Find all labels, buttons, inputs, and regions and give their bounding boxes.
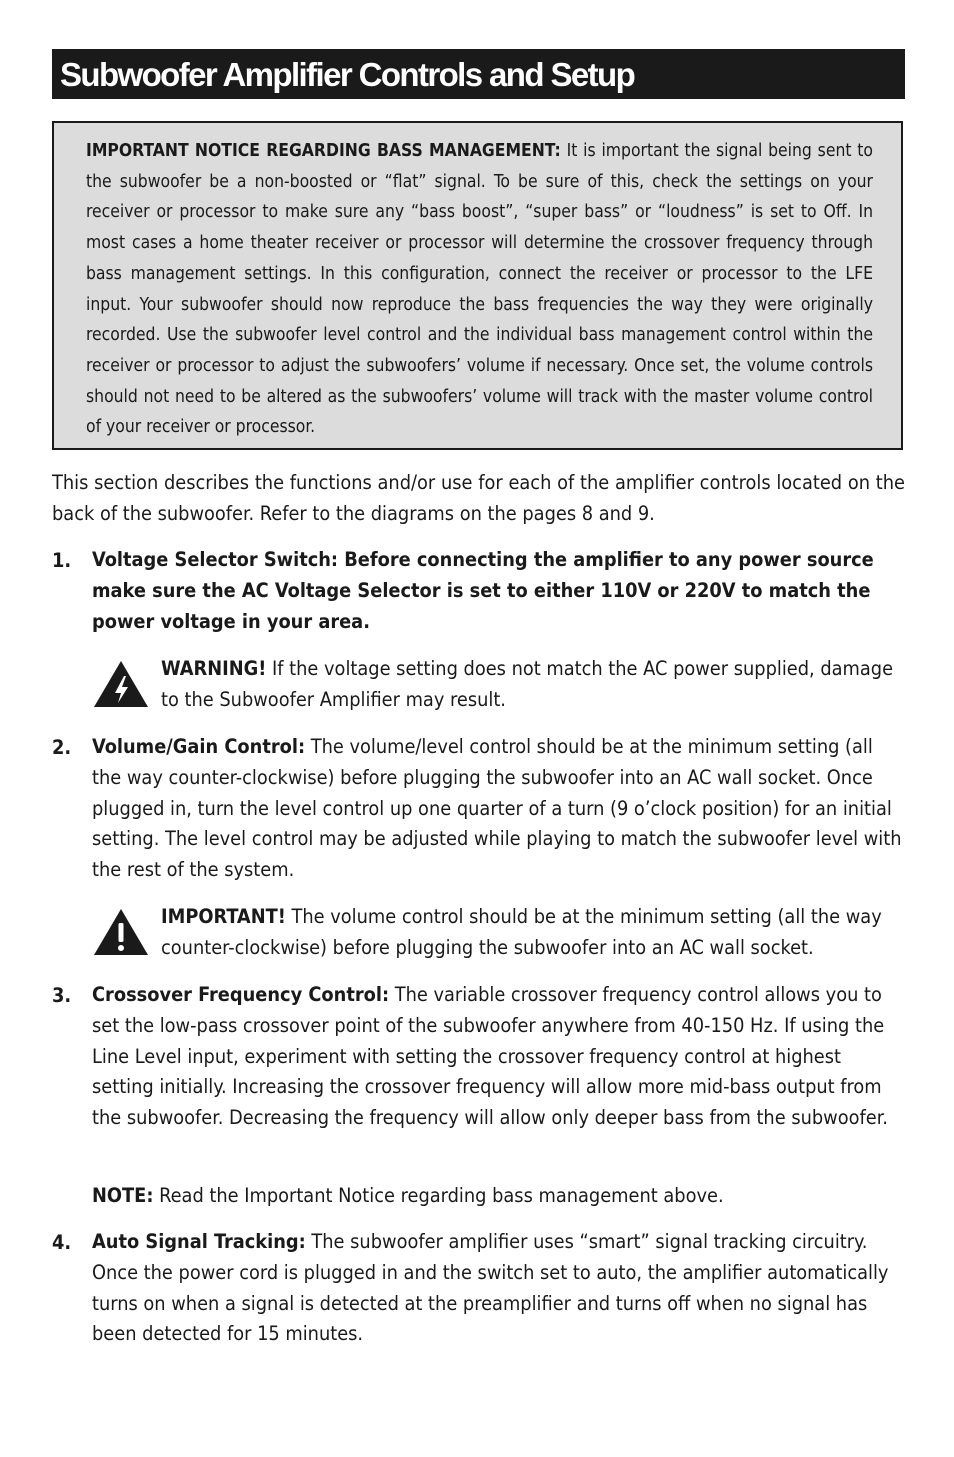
item-heading: Auto Signal Tracking:: [92, 1230, 306, 1253]
item-body: [92, 732, 905, 886]
item-heading: Volume/Gain Control:: [92, 735, 306, 758]
warning-message: If the voltage setting does not match the AC power supplied, damage to the Subwoofer Amplifier may result.: [161, 657, 894, 711]
bass-management-notice: [52, 121, 903, 450]
electric-shock-warning-icon: [93, 660, 149, 708]
page-title: Subwoofer Amplifier Controls and Setup: [60, 56, 635, 93]
item-number: 4.: [52, 1231, 72, 1254]
item-body: [92, 980, 905, 1134]
note-paragraph: [92, 1180, 905, 1211]
item-body: [92, 1227, 905, 1350]
exclamation-warning-icon: [93, 908, 149, 956]
notice-text: It is important the signal being sent to the subwoofer be a non-boosted or “flat” signal. To be sure of this, check the settings on your receiver or processor to make sure any “bass boost”, “super bass” or “loudness” is set to Off. In most cases a home theater receiver or processor will determine the crossover frequency through bass management settings. In this configuration, connect the receiver or processor to the LFE input. Your subwoofer should now reproduce the bass frequencies the way they were originally recorded. Use the subwoofer level control and the individual bass management control within the receiver or processor to adjust the subwoofers’ volume if necessary. Once set, the volume controls should not need to be altered as the subwoofers’ volume will track with the master volume control of your receiver or processor.: [86, 141, 873, 438]
item-number: 3.: [52, 984, 72, 1007]
item-heading: Voltage Selector Switch: Before connecting the amplifier to any power source make sure the AC Voltage Selector is set to either 110V or 220V to match the power voltage in your area.: [92, 548, 874, 633]
warning-message: The volume control should be at the minimum setting (all the way counter-clockwise) before plugging the subwoofer into an AC wall socket.: [161, 905, 882, 959]
item-text: The variable crossover frequency control allows you to set the low-pass crossover point of the subwoofer anywhere from 40-150 Hz. If using the Line Level input, experiment with setting the crossover frequency control at highest setting initially. Increasing the crossover frequency will allow more mid-bass output from the subwoofer. Decreasing the frequency will allow only deeper bass from the subwoofer.: [92, 983, 888, 1130]
item-text: The subwoofer amplifier uses “smart” signal tracking circuitry. Once the power cord is plugged in and the switch set to auto, the amplifier automatically turns on when a signal is detected at the preamplifier and turns off when no signal has been detected for 15 minutes.: [92, 1230, 889, 1346]
note-text: Read the Important Notice regarding bass management above.: [159, 1184, 724, 1207]
warning-text: [161, 902, 905, 963]
intro-paragraph: This section describes the functions and/or use for each of the amplifier controls located on the back of the subwoofer. Refer to the diagrams on the pages 8 and 9.: [52, 471, 905, 525]
notice-paragraph: [86, 136, 873, 443]
notice-heading: IMPORTANT NOTICE REGARDING BASS MANAGEMENT:: [86, 141, 561, 161]
item-heading: Crossover Frequency Control:: [92, 983, 390, 1006]
item-text: The volume/level control should be at the minimum setting (all the way counter-clockwise) before plugging the subwoofer into an AC wall socket. Once plugged in, turn the level control up one quarter of a turn (9 o’clock position) for an initial setting. The level control may be adjusted while playing to match the subwoofer level with the rest of the system.: [92, 735, 902, 882]
item-number: 2.: [52, 736, 72, 759]
warning-label: IMPORTANT!: [161, 905, 286, 928]
note-label: NOTE:: [92, 1184, 154, 1207]
item-number: 1.: [52, 549, 72, 572]
warning-text: [161, 654, 905, 715]
page-title-bar: [52, 49, 905, 99]
item-body: [92, 545, 905, 637]
warning-label: WARNING!: [161, 657, 267, 680]
